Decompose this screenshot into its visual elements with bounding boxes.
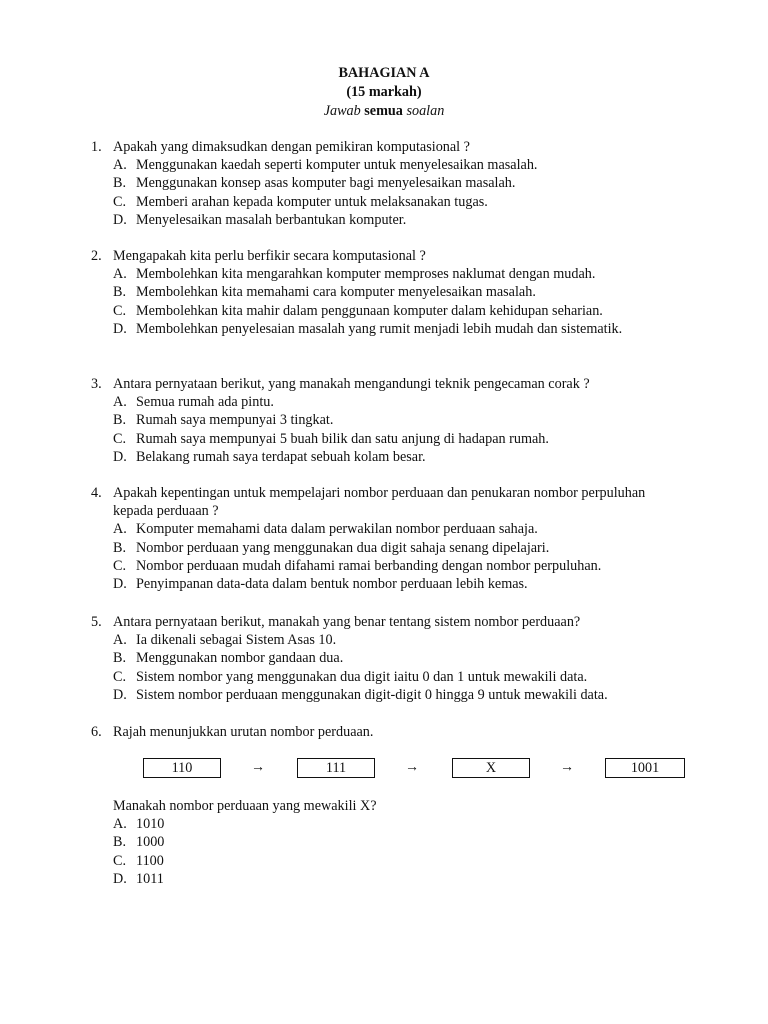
question-6 (91, 723, 691, 741)
option-letter: C. (113, 302, 127, 319)
option-text: 1100 (136, 852, 164, 869)
arrow-right-icon: → (251, 760, 265, 775)
option-a (113, 520, 691, 538)
question-number: 1. (91, 139, 102, 155)
option-letter: C. (113, 430, 127, 447)
option-letter: D. (113, 686, 127, 703)
option-d (113, 686, 691, 704)
option-text: Menggunakan nombor gandaan dua. (136, 650, 344, 667)
option-a (113, 815, 377, 833)
instruction-pre: Jawab (323, 103, 361, 119)
option-b (113, 283, 691, 301)
question-number: 3. (91, 376, 102, 392)
sequence-box-4: 1001 (605, 758, 685, 778)
option-letter: A. (113, 157, 127, 174)
question-number: 2. (91, 248, 102, 264)
option-text: Sistem nombor yang menggunakan dua digit iaitu 0 dan 1 untuk mewakili data. (136, 668, 588, 685)
option-letter: B. (113, 834, 127, 851)
option-c (113, 852, 377, 870)
question-number: 4. (91, 485, 102, 501)
sequence-box-x: X (452, 758, 530, 778)
question-number: 6. (91, 724, 102, 740)
option-letter: D. (113, 448, 127, 465)
question-6-subquestion (113, 797, 377, 888)
option-d (113, 211, 691, 229)
option-letter: C. (113, 668, 127, 685)
question-4 (91, 484, 691, 593)
option-text: Nombor perduaan mudah difahami ramai berbanding dengan nombor perpuluhan. (136, 557, 602, 574)
option-c (113, 430, 691, 448)
option-b (113, 411, 691, 429)
option-letter: C. (113, 193, 127, 210)
option-letter: B. (113, 175, 127, 192)
question-text: Mengapakah kita perlu berfikir secara komputasional ? (113, 248, 426, 264)
option-text: Sistem nombor perduaan menggunakan digit-digit 0 hingga 9 untuk mewakili data. (136, 686, 608, 703)
question-5 (91, 613, 691, 704)
binary-sequence (0, 758, 768, 780)
arrow-right-icon: → (405, 760, 419, 775)
sequence-box-1: 110 (143, 758, 221, 778)
option-d (113, 448, 691, 466)
option-d (113, 575, 691, 593)
option-letter: B. (113, 650, 127, 667)
option-text: Memberi arahan kepada komputer untuk melaksanakan tugas. (136, 193, 488, 210)
option-c (113, 668, 691, 686)
question-text: Antara pernyataan berikut, manakah yang benar tentang sistem nombor perduaan? (113, 614, 581, 630)
option-letter: A. (113, 266, 127, 283)
option-c (113, 302, 691, 320)
question-text: Rajah menunjukkan urutan nombor perduaan. (113, 724, 374, 740)
instruction-bold: semua (364, 103, 403, 119)
option-letter: D. (113, 211, 127, 228)
instruction-post: soalan (406, 103, 445, 119)
option-text: Semua rumah ada pintu. (136, 394, 274, 411)
option-letter: C. (113, 557, 127, 574)
option-letter: B. (113, 284, 127, 301)
option-a (113, 156, 691, 174)
option-c (113, 193, 691, 211)
option-text: Membolehkan kita mahir dalam penggunaan komputer dalam kehidupan seharian. (136, 302, 603, 319)
option-letter: B. (113, 412, 127, 429)
section-marks: (15 markah) (346, 84, 422, 100)
option-letter: D. (113, 576, 127, 593)
option-letter: D. (113, 870, 127, 887)
option-letter: A. (113, 816, 127, 833)
section-instruction (0, 102, 768, 121)
arrow-right-icon: → (560, 760, 574, 775)
option-a (113, 265, 691, 283)
question-text: Apakah kepentingan untuk mempelajari nombor perduaan dan penukaran nombor perpuluhan kepada perduaan ? (113, 485, 646, 520)
option-text: Membolehkan kita memahami cara komputer menyelesaikan masalah. (136, 284, 536, 301)
option-text: Membolehkan kita mengarahkan komputer memproses naklumat dengan mudah. (136, 266, 596, 283)
option-text: 1000 (136, 834, 165, 851)
section-title: BAHAGIAN A (338, 65, 430, 81)
option-letter: A. (113, 521, 127, 538)
option-a (113, 393, 691, 411)
question-text: Apakah yang dimaksudkan dengan pemikiran komputasional ? (113, 139, 470, 155)
question-3 (91, 375, 691, 466)
sequence-box-2: 111 (297, 758, 375, 778)
question-number: 5. (91, 614, 102, 630)
option-b (113, 833, 377, 851)
option-text: Menggunakan kaedah seperti komputer untuk menyelesaikan masalah. (136, 157, 538, 174)
option-b (113, 649, 691, 667)
option-letter: A. (113, 394, 127, 411)
option-text: Komputer memahami data dalam perwakilan nombor perduaan sahaja. (136, 521, 538, 538)
option-d (113, 320, 633, 338)
option-letter: C. (113, 852, 127, 869)
option-text: Penyimpanan data-data dalam bentuk nombor perduaan lebih kemas. (136, 576, 528, 593)
option-text: Rumah saya mempunyai 3 tingkat. (136, 412, 334, 429)
subquestion-text: Manakah nombor perduaan yang mewakili X? (113, 798, 377, 814)
option-text: Ia dikenali sebagai Sistem Asas 10. (136, 632, 337, 649)
option-letter: A. (113, 632, 127, 649)
option-letter: B. (113, 539, 127, 556)
section-header (0, 64, 768, 121)
option-c (113, 557, 691, 575)
option-text: 1011 (136, 870, 164, 887)
option-text: Rumah saya mempunyai 5 buah bilik dan satu anjung di hadapan rumah. (136, 430, 549, 447)
option-text: 1010 (136, 816, 165, 833)
option-text: Membolehkan penyelesaian masalah yang rumit menjadi lebih mudah dan sistematik. (136, 320, 623, 337)
question-2 (91, 247, 691, 338)
option-text: Menyelesaikan masalah berbantukan komputer. (136, 211, 407, 228)
option-b (113, 539, 691, 557)
option-d (113, 870, 377, 888)
option-text: Nombor perduaan yang menggunakan dua digit sahaja senang dipelajari. (136, 539, 550, 556)
option-letter: D. (113, 320, 127, 337)
option-a (113, 631, 691, 649)
question-text: Antara pernyataan berikut, yang manakah mengandungi teknik pengecaman corak ? (113, 376, 590, 392)
option-b (113, 174, 691, 192)
question-1 (91, 138, 691, 229)
option-text: Menggunakan konsep asas komputer bagi menyelesaikan masalah. (136, 175, 516, 192)
option-text: Belakang rumah saya terdapat sebuah kolam besar. (136, 448, 426, 465)
